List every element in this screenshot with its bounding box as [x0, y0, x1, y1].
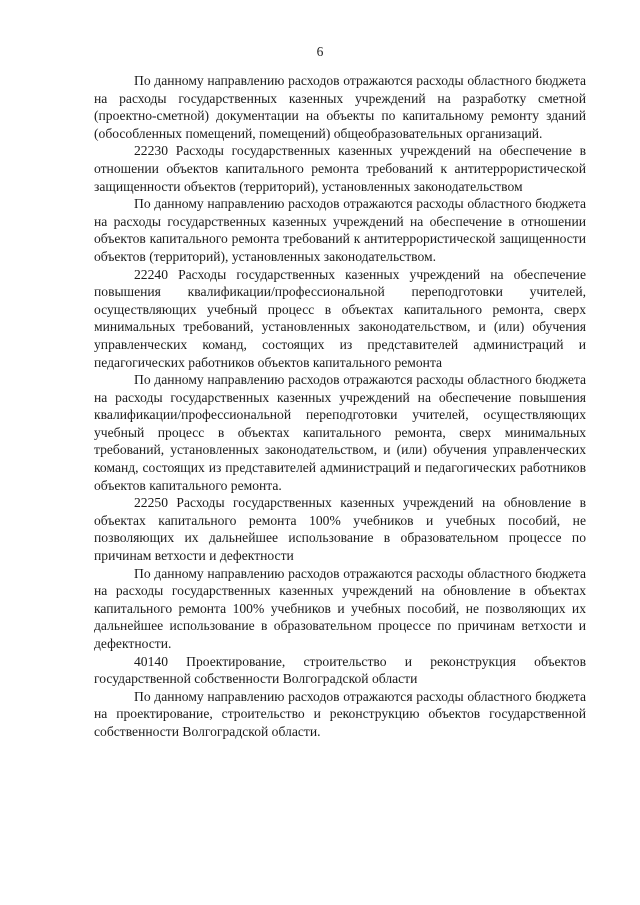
paragraph-code-40140-heading: 40140 Проектирование, строительство и реконструкция объектов государственной собственности Волгоградской области: [94, 653, 586, 687]
paragraph-code-22240-heading: 22240 Расходы государственных казенных учреждений на обеспечение повышения квалификации/профессиональной переподготовки учителей, осуществляющих учебный процесс в объектах капитального ремонта, сверх минимальных требований, установленных законодательством, и (или) обучения управленческих команд, состоящих из представителей администраций и педагогических работников объектов капитального ремонта: [94, 266, 586, 370]
paragraph-code-40140-description: По данному направлению расходов отражаются расходы областного бюджета на проектирование, строительство и реконструкцию объектов государственной собственности Волгоградской области.: [94, 688, 586, 739]
paragraph-code-22230-heading: 22230 Расходы государственных казенных учреждений на обеспечение в отношении объектов капитального ремонта требований к антитеррористической защищенности объектов (территорий), установленных законодательством: [94, 143, 586, 194]
document-body: [94, 72, 586, 741]
paragraph-expense-description: По данному направлению расходов отражаются расходы областного бюджета на расходы государственных казенных учреждений на разработку сметной (проектно-сметной) документации на объекты по капитальному ремонту зданий (обособленных помещений, помещений) общеобразовательных организаций.: [94, 73, 586, 141]
page-number: 6: [316, 44, 324, 59]
paragraph-code-22250-heading: 22250 Расходы государственных казенных учреждений на обновление в объектах капитального ремонта 100% учебников и учебных пособий, не позволяющих их дальнейшее использование в образовательном процессе по причинам ветхости и дефектности: [94, 495, 586, 564]
paragraph-code-22230-description: По данному направлению расходов отражаются расходы областного бюджета на расходы государственных казенных учреждений на обеспечение в отношении объектов капитального ремонта требований к антитеррористической защищенности объектов (территорий), установленных законодательством.: [94, 196, 586, 264]
paragraph-code-22240-description: По данному направлению расходов отражаются расходы областного бюджета на расходы государственных казенных учреждений на обеспечение повышения квалификации/профессиональной переподготовки учителей, осуществляющих учебный процесс в объектах капитального ремонта, сверх минимальных требований, установленных законодательством, и (или) обучения управленческих команд, состоящих из представителей администраций и педагогических работников объектов капитального ремонта.: [94, 372, 586, 493]
paragraph-code-22250-description: По данному направлению расходов отражаются расходы областного бюджета на расходы государственных казенных учреждений на обновление в объектах капитального ремонта 100% учебников и учебных пособий, не позволяющих их дальнейшее использование в образовательном процессе по причинам ветхости и дефектности.: [94, 565, 586, 651]
